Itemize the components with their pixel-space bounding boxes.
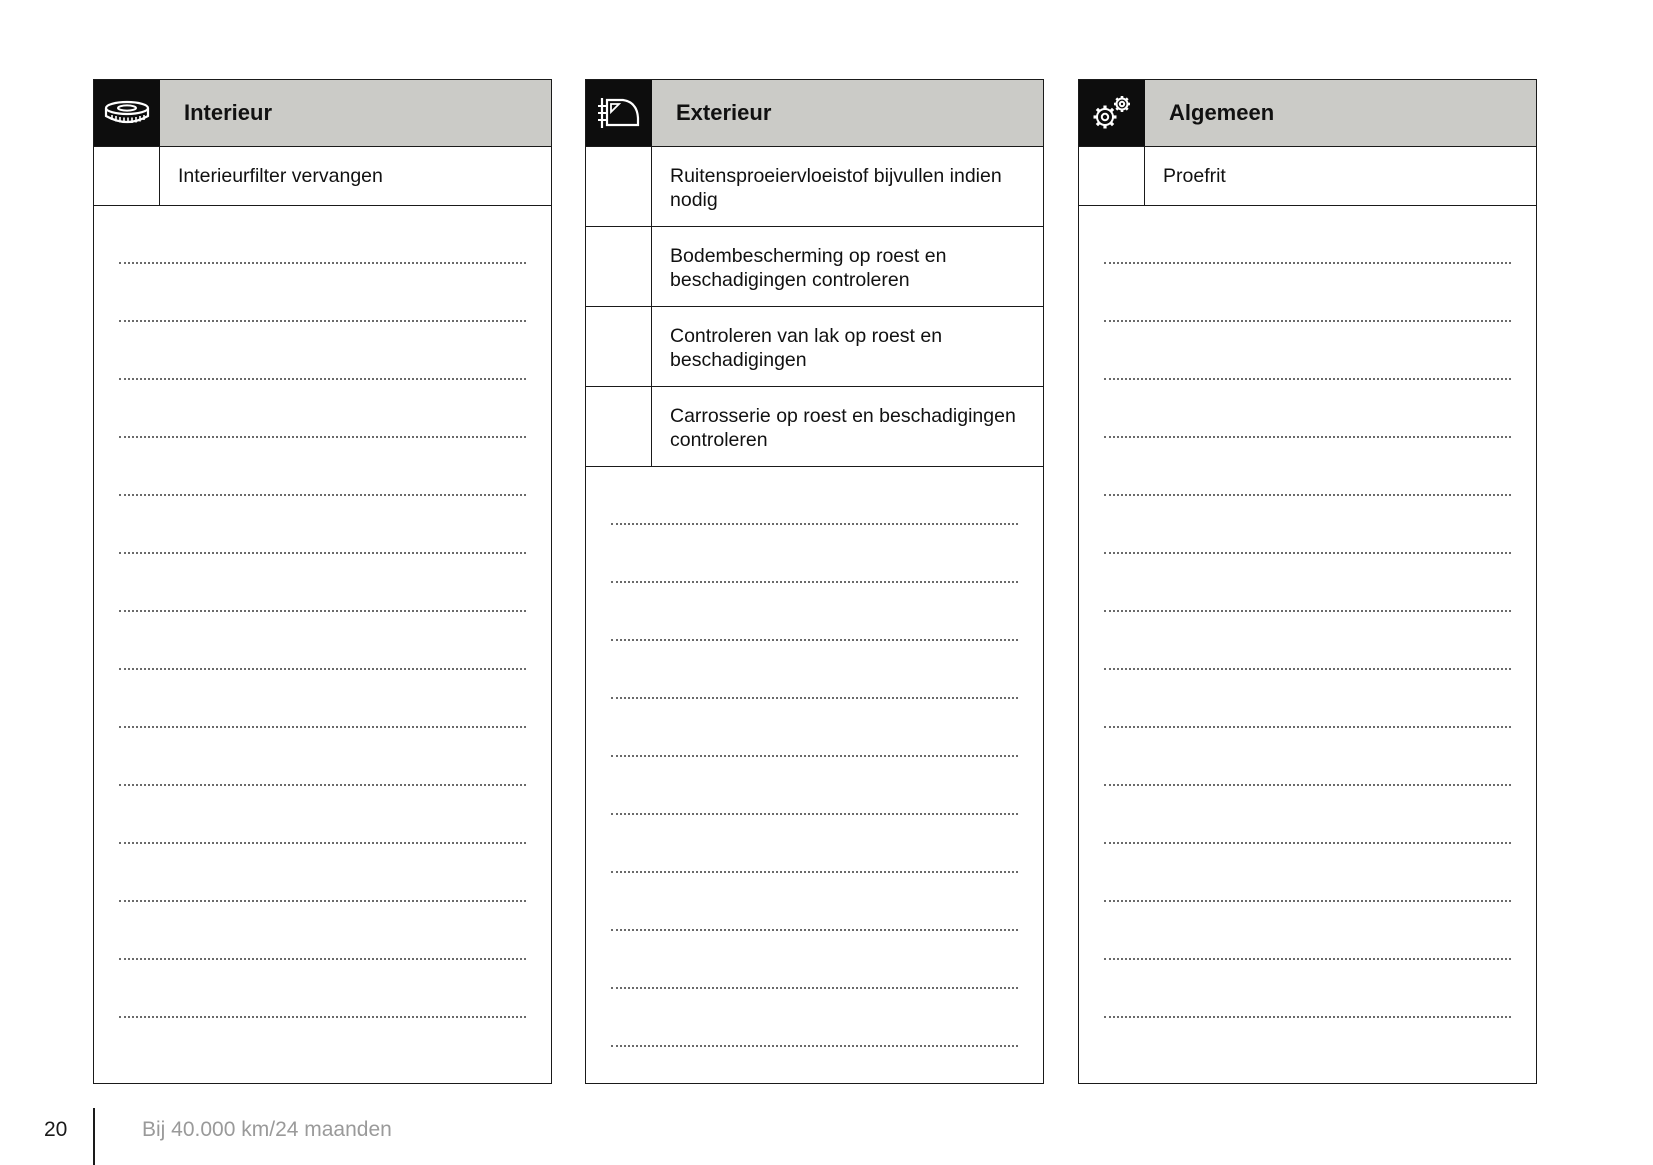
note-line	[119, 322, 526, 380]
task-label: Carrosserie op roest en beschadigingen controleren	[670, 405, 1016, 451]
panel-exterieur	[585, 79, 1044, 1084]
note-line	[119, 612, 526, 670]
task-row	[586, 227, 1043, 307]
note-line	[611, 815, 1018, 873]
page-number: 20	[44, 1118, 68, 1141]
note-line	[611, 873, 1018, 931]
note-line	[119, 786, 526, 844]
task-checkbox[interactable]	[586, 307, 652, 386]
note-line	[1104, 322, 1511, 380]
note-line	[119, 844, 526, 902]
task-label: Interieurfilter vervangen	[178, 165, 383, 187]
note-line	[119, 206, 526, 264]
panel-title: Exterieur	[652, 80, 1043, 146]
note-line	[1104, 960, 1511, 1018]
note-line	[1104, 380, 1511, 438]
note-line	[119, 380, 526, 438]
task-label: Proefrit	[1163, 165, 1226, 187]
task-checkbox[interactable]	[94, 147, 160, 205]
note-line	[119, 438, 526, 496]
note-line	[611, 583, 1018, 641]
task-label: Controleren van lak op roest en beschadigingen	[670, 325, 943, 371]
cabin-filter-icon	[94, 80, 160, 146]
note-line	[119, 554, 526, 612]
service-interval: Bij 40.000 km/24 maanden	[142, 1118, 392, 1141]
task-row	[94, 147, 551, 206]
panel-algemeen	[1078, 79, 1537, 1084]
panel-header	[94, 80, 551, 147]
task-checkbox[interactable]	[586, 147, 652, 226]
panel-title: Interieur	[160, 80, 551, 146]
note-line	[1104, 496, 1511, 554]
panel-header	[1079, 80, 1536, 147]
note-line	[611, 699, 1018, 757]
note-line	[1104, 554, 1511, 612]
headlight-icon	[586, 80, 652, 146]
task-label: Bodembescherming op roest en beschadigingen controleren	[670, 245, 947, 291]
task-row	[586, 307, 1043, 387]
note-line	[1104, 612, 1511, 670]
note-line	[611, 467, 1018, 525]
note-line	[1104, 670, 1511, 728]
note-line	[1104, 786, 1511, 844]
task-row	[586, 387, 1043, 467]
note-line	[611, 931, 1018, 989]
footer-divider	[93, 1108, 95, 1165]
note-line	[1104, 438, 1511, 496]
note-line	[119, 728, 526, 786]
task-checkbox[interactable]	[1079, 147, 1145, 205]
task-checkbox[interactable]	[586, 387, 652, 466]
task-row	[586, 147, 1043, 227]
note-line	[119, 496, 526, 554]
notes-area	[94, 206, 551, 1018]
note-line	[1104, 728, 1511, 786]
note-line	[611, 525, 1018, 583]
note-line	[1104, 902, 1511, 960]
note-line	[611, 989, 1018, 1047]
task-row	[1079, 147, 1536, 206]
note-line	[611, 757, 1018, 815]
panel-title: Algemeen	[1145, 80, 1536, 146]
panel-header	[586, 80, 1043, 147]
note-line	[1104, 264, 1511, 322]
gears-icon	[1079, 80, 1145, 146]
notes-area	[1079, 206, 1536, 1018]
note-line	[119, 960, 526, 1018]
note-line	[611, 641, 1018, 699]
panel-interieur	[93, 79, 552, 1084]
note-line	[119, 264, 526, 322]
note-line	[1104, 206, 1511, 264]
note-line	[119, 902, 526, 960]
notes-area	[586, 467, 1043, 1047]
note-line	[119, 670, 526, 728]
task-label: Ruitensproeiervloeistof bijvullen indien nodig	[670, 165, 1002, 211]
task-checkbox[interactable]	[586, 227, 652, 306]
note-line	[1104, 844, 1511, 902]
